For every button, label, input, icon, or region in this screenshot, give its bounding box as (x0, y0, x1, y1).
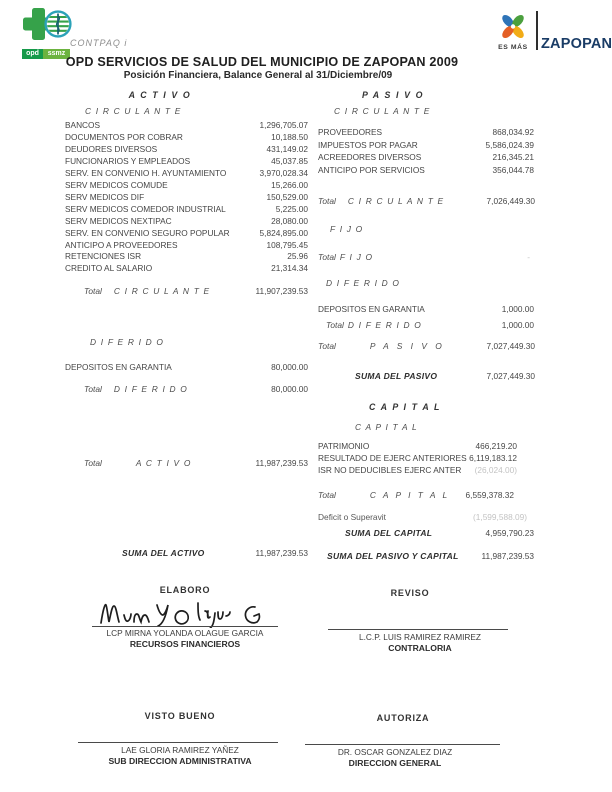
suma-label: SUMA DEL ACTIVO (122, 548, 205, 558)
suma-del-activo (122, 548, 308, 558)
pasivo-section-title: P A S I V O (361, 90, 425, 100)
zapopan-tagline: ES MÁS (498, 44, 528, 51)
ledger-row (65, 180, 308, 192)
opd-logo-text2: ssmz (43, 49, 70, 59)
total-label (84, 384, 188, 394)
ledger-row (65, 240, 308, 252)
total-pasivo-fijo (318, 252, 530, 262)
total-value: 7,026,449.30 (486, 196, 535, 206)
total-prefix: Total (84, 384, 102, 394)
row-value: 466,219.20 (475, 441, 517, 451)
total-capital (318, 490, 514, 500)
signature-line (92, 626, 278, 627)
row-value: 6,119,183.12 (469, 453, 517, 464)
total-activo-circulante (84, 286, 308, 296)
suma-value: 11,987,239.53 (255, 548, 308, 558)
total-prefix: Total (318, 490, 336, 500)
contpaq-watermark: CONTPAQ i (70, 38, 128, 48)
autoriza-title: AUTORIZA (376, 713, 430, 723)
page-title: OPD SERVICIOS DE SALUD DEL MUNICIPIO DE ZAPOPAN 2009 (65, 55, 459, 69)
activo-circulante-rows (65, 120, 308, 275)
total-label (318, 196, 444, 206)
zapopan-pinwheel-icon (497, 11, 529, 43)
row-label: DOCUMENTOS POR COBRAR (65, 131, 183, 142)
row-value: 1,296,705.07 (259, 120, 308, 130)
signature-line (78, 742, 278, 743)
ledger-row (65, 216, 308, 228)
capital-rows (318, 440, 517, 477)
row-value: 45,037.85 (271, 155, 308, 166)
ledger-row (65, 132, 308, 144)
total-section: P A S I V O (369, 341, 445, 351)
row-value: 216,345.21 (492, 152, 534, 163)
opd-logo (22, 7, 74, 59)
row-label: FUNCIONARIOS Y EMPLEADOS (65, 155, 191, 166)
total-label (84, 458, 192, 468)
pasivo-diferido-title: D I F E R I D O (326, 278, 401, 288)
opd-logo-text1: opd (22, 49, 43, 59)
signature-line (305, 744, 500, 745)
zapopan-wordmark: ZAPOPAN (541, 36, 612, 52)
total-value: - (527, 252, 530, 262)
logo-divider (536, 11, 538, 50)
row-value: 10,188.50 (271, 131, 308, 142)
ledger-row (65, 156, 308, 168)
total-activo (84, 458, 308, 468)
row-value: 5,225.00 (275, 203, 308, 214)
ledger-row (318, 151, 534, 164)
total-activo-diferido (84, 384, 308, 394)
ledger-row (318, 452, 517, 464)
row-label: ACREEDORES DIVERSOS (318, 152, 422, 163)
ledger-row (65, 361, 308, 373)
deficit-label: Deficit o Superavit (318, 512, 386, 522)
total-label (326, 320, 422, 330)
total-section: A C T I V O (135, 458, 192, 468)
elaboro-role: RECURSOS FINANCIEROS (129, 639, 241, 649)
row-label: SERV MEDICOS DIF (65, 191, 145, 202)
page-subtitle: Posición Financiera, Balance General al 31/Diciembre/09 (123, 70, 393, 81)
activo-diferido-rows (65, 361, 308, 373)
total-value: 11,907,239.53 (255, 286, 308, 296)
row-label: PATRIMONIO (318, 441, 370, 451)
row-value: 1,000.00 (501, 304, 534, 314)
pasivo-fijo-title: F I J O (330, 224, 364, 234)
ledger-row (318, 164, 534, 177)
handwritten-signature (95, 598, 277, 628)
ledger-row (318, 303, 534, 315)
pasivo-circulante-title: C I R C U L A N T E (334, 106, 431, 116)
total-value: 80,000.00 (271, 384, 308, 394)
row-value: 356,044.78 (492, 164, 534, 175)
total-prefix: Total (326, 320, 344, 330)
row-label: SERV MEDICOS NEXTIPAC (65, 215, 172, 226)
row-label: CREDITO AL SALARIO (65, 263, 153, 274)
ledger-row (318, 440, 517, 452)
row-label: SERV MEDICOS COMEDOR INDUSTRIAL (65, 203, 226, 214)
suma-del-pasivo-y-capital (327, 551, 534, 561)
ledger-row (65, 192, 308, 204)
row-value: 21,314.34 (271, 263, 308, 274)
suma-value: 4,959,790.23 (485, 528, 534, 538)
ledger-row (318, 139, 534, 152)
row-value: 3,970,028.34 (259, 167, 308, 178)
row-label: SERV MEDICOS COMUDE (65, 179, 168, 190)
visto-bueno-title: VISTO BUENO (144, 711, 216, 721)
pasivo-diferido-rows (318, 303, 534, 315)
row-value: 15,266.00 (271, 179, 308, 190)
ledger-row (318, 126, 534, 139)
autoriza-role: DIRECCION GENERAL (348, 758, 442, 768)
suma-value: 7,027,449.30 (486, 371, 535, 381)
ledger-row (65, 144, 308, 156)
total-label (318, 490, 450, 500)
row-value: 80,000.00 (271, 362, 308, 372)
total-value: 11,987,239.53 (255, 458, 308, 468)
elaboro-title: ELABORO (159, 585, 211, 595)
reviso-name: L.C.P. LUIS RAMIREZ RAMIREZ (358, 632, 482, 642)
row-label: DEPOSITOS EN GARANTIA (318, 304, 425, 314)
row-value: 5,586,024.39 (485, 139, 534, 150)
autoriza-name: DR. OSCAR GONZALEZ DIAZ (337, 747, 453, 757)
visto-bueno-name: LAE GLORIA RAMIREZ YAÑEZ (121, 745, 239, 755)
row-value: 150,529.00 (266, 191, 308, 202)
row-label: IMPUESTOS POR PAGAR (318, 139, 418, 150)
total-label (318, 252, 373, 262)
row-label: RESULTADO DE EJERC ANTERIORES (318, 453, 467, 464)
suma-label: SUMA DEL PASIVO Y CAPITAL (327, 551, 459, 561)
row-label: DEPOSITOS EN GARANTIA (65, 362, 172, 372)
total-label (84, 286, 210, 296)
activo-diferido-title: D I F E R I D O (90, 337, 165, 347)
total-pasivo-diferido (326, 320, 534, 330)
total-prefix: Total (84, 286, 102, 296)
row-value: (26,024.00) (474, 465, 517, 476)
opd-medical-cross-icon (22, 7, 74, 43)
total-section: C A P I T A L (369, 490, 450, 500)
row-label: DEUDORES DIVERSOS (65, 143, 158, 154)
suma-del-pasivo (355, 371, 535, 381)
reviso-role: CONTRALORIA (388, 643, 452, 653)
deficit-superavit-row (318, 512, 527, 522)
row-label: ANTICIPO POR SERVICIOS (318, 164, 425, 175)
row-value: 25.96 (287, 251, 308, 262)
ledger-row (65, 228, 308, 240)
total-value: 1,000.00 (501, 320, 534, 330)
activo-circulante-title: C I R C U L A N T E (85, 106, 182, 116)
deficit-value: (1,599,588.09) (473, 512, 527, 522)
row-value: 28,080.00 (271, 215, 308, 226)
ledger-row (65, 251, 308, 263)
ledger-row (318, 464, 517, 476)
row-label: SERV. EN CONVENIO SEGURO POPULAR (65, 227, 230, 238)
row-label: ISR NO DEDUCIBLES EJERC ANTER (318, 465, 462, 476)
total-pasivo-circulante (318, 196, 535, 206)
row-value: 431,149.02 (266, 143, 308, 154)
total-value: 7,027,449.30 (486, 341, 535, 351)
suma-del-capital (345, 528, 534, 538)
row-label: RETENCIONES ISR (65, 251, 142, 262)
total-prefix: Total (84, 458, 102, 468)
pasivo-circulante-rows (318, 126, 534, 176)
suma-label: SUMA DEL PASIVO (355, 371, 438, 381)
row-label: SERV. EN CONVENIO H. AYUNTAMIENTO (65, 167, 227, 178)
ledger-row (65, 204, 308, 216)
reviso-title: REVISO (390, 588, 430, 598)
total-prefix: Total (318, 196, 336, 206)
total-prefix: Total (318, 341, 336, 351)
row-label: ANTICIPO A PROVEEDORES (65, 239, 178, 250)
activo-section-title: A C T I V O (128, 90, 192, 100)
total-pasivo (318, 341, 535, 351)
total-section: D I F E R I D O (347, 320, 423, 330)
row-value: 868,034.92 (492, 127, 534, 137)
row-label: BANCOS (65, 120, 101, 130)
ledger-row (65, 263, 308, 275)
elaboro-name: LCP MIRNA YOLANDA OLAGUE GARCIA (106, 628, 264, 638)
visto-bueno-role: SUB DIRECCION ADMINISTRATIVA (108, 756, 252, 766)
capital-section-title: C A P I T A L (369, 402, 441, 412)
total-section: D I F E R I D O (113, 384, 189, 394)
suma-label: SUMA DEL CAPITAL (345, 528, 433, 538)
total-value: 6,559,378.32 (465, 490, 514, 500)
total-section: C I R C U L A N T E (113, 286, 211, 296)
ledger-row (65, 120, 308, 132)
total-section: C I R C U L A N T E (347, 196, 445, 206)
ledger-row (65, 168, 308, 180)
total-label (318, 341, 445, 351)
total-prefix: Total (318, 252, 336, 262)
suma-value: 11,987,239.53 (481, 551, 534, 561)
capital-subsection-title: C A P I T A L (355, 422, 418, 432)
signature-line (328, 629, 508, 630)
total-section: F I J O (339, 252, 374, 262)
row-value: 5,824,895.00 (259, 227, 308, 238)
row-value: 108,795.45 (266, 239, 308, 250)
row-label: PROVEEDORES (318, 127, 383, 137)
